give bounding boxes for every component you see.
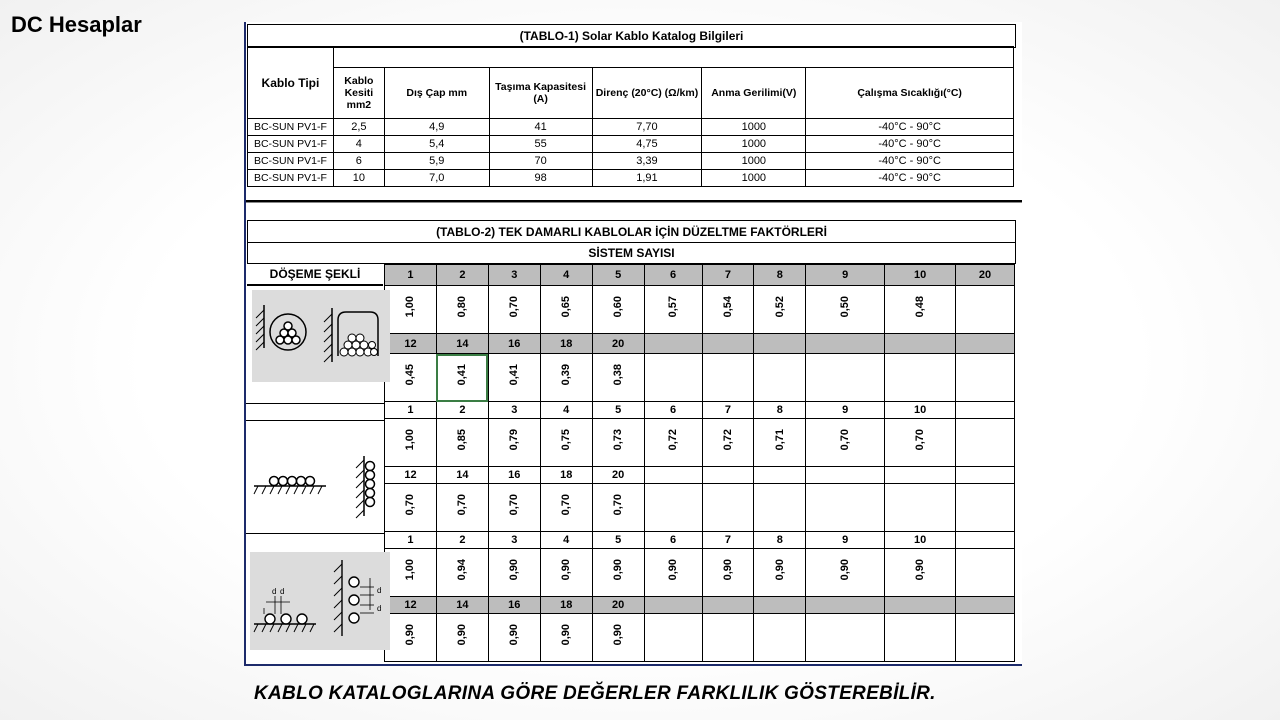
empty-cell <box>702 354 754 402</box>
factor-value: 0,94 <box>456 559 469 581</box>
factor-value: 0,70 <box>839 429 852 451</box>
table-cell: 41 <box>489 119 592 136</box>
empty-cell <box>702 614 754 662</box>
count-cell: 14 <box>436 467 488 484</box>
table-cell: -40°C - 90°C <box>806 119 1014 136</box>
factor-value: 0,70 <box>456 494 469 516</box>
header-dis-cap: Dış Çap mm <box>384 68 489 119</box>
factor-value: 0,70 <box>914 429 927 451</box>
factor-cell <box>754 286 806 334</box>
table-cell: 70 <box>489 153 592 170</box>
count-cell: 14 <box>436 597 488 614</box>
factor-value: 0,90 <box>773 559 786 581</box>
table-cell: 5,4 <box>384 136 489 153</box>
count-cell: 8 <box>754 265 806 286</box>
table-cell: 7,0 <box>384 170 489 187</box>
factor-value: 0,80 <box>456 296 469 318</box>
count-cell: 20 <box>956 265 1015 286</box>
count-row <box>385 402 1015 419</box>
bottom-rule <box>246 420 384 421</box>
empty-cell <box>754 614 806 662</box>
count-row <box>385 532 1015 549</box>
factor-cell <box>540 549 592 597</box>
factor-cell <box>540 614 592 662</box>
factor-value: 0,50 <box>839 296 852 318</box>
count-cell: 6 <box>644 265 702 286</box>
empty-cell <box>885 354 956 402</box>
doseme-sekli: DÖŞEME ŞEKLİ <box>247 264 383 286</box>
table-cell: -40°C - 90°C <box>806 136 1014 153</box>
factor-value: 0,90 <box>404 624 417 646</box>
diagram-bundled-cables <box>252 290 390 382</box>
count-cell: 3 <box>488 402 540 419</box>
count-cell: 2 <box>436 265 488 286</box>
factor-value: 0,90 <box>456 624 469 646</box>
empty-cell <box>702 484 754 532</box>
factor-cell <box>540 354 592 402</box>
diagram-spaced-cables <box>250 552 390 650</box>
factor-value: 0,60 <box>612 296 625 318</box>
empty-cell <box>956 334 1015 354</box>
factor-cell <box>592 419 644 467</box>
table-row <box>248 153 1014 170</box>
empty-cell <box>956 467 1015 484</box>
tablo1-table <box>247 46 1014 187</box>
factor-cell <box>385 549 437 597</box>
table-cell: -40°C - 90°C <box>806 170 1014 187</box>
factor-cell <box>488 354 540 402</box>
factor-value: 0,39 <box>560 364 573 386</box>
count-cell: 18 <box>540 334 592 354</box>
diagram-d-label: d <box>377 604 382 613</box>
factor-row <box>385 484 1015 532</box>
table-cell: 1000 <box>702 170 806 187</box>
empty-cell <box>806 467 885 484</box>
count-cell: 8 <box>754 402 806 419</box>
factor-value: 0,90 <box>508 624 521 646</box>
diagram-d-label: d <box>377 586 382 595</box>
factor-cell <box>702 419 754 467</box>
factor-value: 0,72 <box>667 429 680 451</box>
empty-cell <box>644 484 702 532</box>
factor-cell <box>885 549 956 597</box>
header-direnc: Direnç (20°C) (Ω/km) <box>592 68 702 119</box>
catalog-document <box>244 22 1022 666</box>
factor-cell <box>754 419 806 467</box>
empty-cell <box>956 614 1015 662</box>
factor-cell <box>436 419 488 467</box>
table-cell: 7,70 <box>592 119 702 136</box>
table-cell: 5,9 <box>384 153 489 170</box>
table-cell: 98 <box>489 170 592 187</box>
count-cell: 20 <box>592 597 644 614</box>
table-row <box>248 119 1014 136</box>
factor-cell <box>702 286 754 334</box>
count-cell: 5 <box>592 402 644 419</box>
factor-cell <box>488 484 540 532</box>
count-cell: 5 <box>592 265 644 286</box>
factor-cell <box>806 286 885 334</box>
empty-cell <box>956 402 1015 419</box>
table-cell: 1000 <box>702 136 806 153</box>
factor-value: 0,72 <box>721 429 734 451</box>
factor-value: 0,70 <box>508 296 521 318</box>
count-row <box>385 265 1015 286</box>
footer-note: KABLO KATALOGLARINA GÖRE DEĞERLER FARKLILIK GÖSTEREBİLİR. <box>254 683 936 704</box>
table-cell: 4,75 <box>592 136 702 153</box>
factor-value: 0,90 <box>508 559 521 581</box>
count-cell: 5 <box>592 532 644 549</box>
count-cell: 7 <box>702 402 754 419</box>
factor-value: 1,00 <box>404 559 417 581</box>
factor-cell <box>436 614 488 662</box>
empty-cell <box>702 597 754 614</box>
table-cell: 6 <box>333 153 384 170</box>
empty-cell <box>644 597 702 614</box>
count-cell: 8 <box>754 532 806 549</box>
empty-cell <box>754 484 806 532</box>
factor-cell <box>488 614 540 662</box>
header-kablo-tipi: Kablo Tipi <box>248 47 334 119</box>
empty-cell <box>754 597 806 614</box>
factor-cell <box>644 286 702 334</box>
factor-cell <box>592 484 644 532</box>
factor-cell <box>592 286 644 334</box>
factor-row <box>385 419 1015 467</box>
empty-cell <box>885 467 956 484</box>
factor-value: 0,70 <box>560 494 573 516</box>
count-cell: 2 <box>436 402 488 419</box>
factor-value: 0,90 <box>560 559 573 581</box>
count-cell: 9 <box>806 265 885 286</box>
count-cell: 10 <box>885 532 956 549</box>
count-cell: 18 <box>540 597 592 614</box>
factor-value: 0,70 <box>404 494 417 516</box>
factor-row <box>385 549 1015 597</box>
empty-cell <box>806 334 885 354</box>
diagram-touching-cables <box>252 442 384 522</box>
header-tasima: Taşıma Kapasitesi (A) <box>489 68 592 119</box>
count-cell: 4 <box>540 265 592 286</box>
empty-cell <box>644 467 702 484</box>
count-cell: 20 <box>592 467 644 484</box>
table-cell: 10 <box>333 170 384 187</box>
factor-cell <box>592 549 644 597</box>
count-cell: 16 <box>488 597 540 614</box>
factor-value: 0,41 <box>508 364 521 386</box>
count-cell: 12 <box>385 467 437 484</box>
factor-cell <box>754 549 806 597</box>
factor-cell <box>592 614 644 662</box>
factor-value: 0,90 <box>612 624 625 646</box>
factor-cell <box>385 484 437 532</box>
factor-cell <box>385 286 437 334</box>
factor-cell <box>436 549 488 597</box>
slide-title: DC Hesaplar <box>11 12 142 37</box>
empty-cell <box>644 614 702 662</box>
table-cell: 1000 <box>702 119 806 136</box>
sistem-sayisi: SİSTEM SAYISI <box>247 242 1016 264</box>
factor-row <box>385 354 1015 402</box>
factor-value: 0,65 <box>560 296 573 318</box>
factor-cell <box>806 549 885 597</box>
factor-value: 0,54 <box>721 296 734 318</box>
factor-cell <box>540 484 592 532</box>
count-row <box>385 334 1015 354</box>
count-cell: 1 <box>385 402 437 419</box>
factor-cell <box>806 419 885 467</box>
table-cell: 3,39 <box>592 153 702 170</box>
count-cell: 1 <box>385 265 437 286</box>
table-cell: 2,5 <box>333 119 384 136</box>
table-cell: 55 <box>489 136 592 153</box>
empty-cell <box>956 419 1015 467</box>
bottom-rule <box>246 403 384 404</box>
factor-cell <box>644 419 702 467</box>
table-cell: 4,9 <box>384 119 489 136</box>
count-cell: 7 <box>702 265 754 286</box>
factor-cell <box>592 354 644 402</box>
empty-cell <box>956 354 1015 402</box>
empty-cell <box>806 354 885 402</box>
empty-cell <box>644 354 702 402</box>
empty-cell <box>806 614 885 662</box>
selected-cell[interactable] <box>436 354 488 402</box>
factor-value: 0,90 <box>721 559 734 581</box>
table-cell: -40°C - 90°C <box>806 153 1014 170</box>
count-cell: 10 <box>885 265 956 286</box>
diagram-d-label: d <box>272 587 277 596</box>
factor-value: 0,45 <box>404 364 417 386</box>
factor-cell <box>385 614 437 662</box>
count-cell: 1 <box>385 532 437 549</box>
factor-cell <box>540 286 592 334</box>
table-cell: BC-SUN PV1-F <box>248 119 334 136</box>
count-cell: 6 <box>644 532 702 549</box>
factor-value: 0,41 <box>456 364 469 386</box>
count-cell: 3 <box>488 265 540 286</box>
empty-cell <box>956 597 1015 614</box>
factor-row <box>385 614 1015 662</box>
factor-value: 0,70 <box>508 494 521 516</box>
factor-value: 0,75 <box>560 429 573 451</box>
empty-cell <box>956 484 1015 532</box>
empty-cell <box>754 467 806 484</box>
factor-value: 0,70 <box>612 494 625 516</box>
empty-cell <box>806 484 885 532</box>
count-cell: 7 <box>702 532 754 549</box>
count-cell: 18 <box>540 467 592 484</box>
header-sicaklik: Çalışma Sıcaklığı(°C) <box>806 68 1014 119</box>
factor-value: 0,90 <box>612 559 625 581</box>
count-cell: 3 <box>488 532 540 549</box>
empty-cell <box>885 597 956 614</box>
tablo1-title: (TABLO-1) Solar Kablo Katalog Bilgileri <box>247 24 1016 48</box>
table-cell: BC-SUN PV1-F <box>248 136 334 153</box>
table-cell: BC-SUN PV1-F <box>248 170 334 187</box>
factor-value: 0,90 <box>839 559 852 581</box>
empty-cell <box>885 484 956 532</box>
factor-cell <box>436 286 488 334</box>
count-cell: 12 <box>385 597 437 614</box>
empty-cell <box>956 532 1015 549</box>
tablo2-table <box>384 264 1015 662</box>
header-anma: Anma Gerilimi(V) <box>702 68 806 119</box>
diagram-d-label: d <box>280 587 285 596</box>
factor-cell <box>702 549 754 597</box>
factor-value: 0,79 <box>508 429 521 451</box>
factor-value: 1,00 <box>404 296 417 318</box>
table-row <box>248 136 1014 153</box>
factor-cell <box>385 354 437 402</box>
count-cell: 14 <box>436 334 488 354</box>
factor-value: 0,71 <box>773 429 786 451</box>
empty-cell <box>754 334 806 354</box>
empty-cell <box>806 597 885 614</box>
factor-value: 0,57 <box>667 296 680 318</box>
factor-cell <box>644 549 702 597</box>
empty-cell <box>754 354 806 402</box>
header-kesit: Kablo Kesiti mm2 <box>333 68 384 119</box>
count-row <box>385 597 1015 614</box>
factor-value: 0,38 <box>612 364 625 386</box>
empty-cell <box>702 334 754 354</box>
table-cell: 1000 <box>702 153 806 170</box>
count-cell: 6 <box>644 402 702 419</box>
factor-value: 0,90 <box>667 559 680 581</box>
factor-cell <box>436 484 488 532</box>
factor-row <box>385 286 1015 334</box>
tablo2-title: (TABLO-2) TEK DAMARLI KABLOLAR İÇİN DÜZELTME FAKTÖRLERİ <box>247 220 1016 244</box>
factor-value: 0,90 <box>560 624 573 646</box>
factor-cell <box>488 549 540 597</box>
factor-cell <box>488 286 540 334</box>
count-cell: 20 <box>592 334 644 354</box>
factor-value: 0,85 <box>456 429 469 451</box>
count-cell: 2 <box>436 532 488 549</box>
table-cell: 1,91 <box>592 170 702 187</box>
factor-cell <box>540 419 592 467</box>
count-cell: 16 <box>488 467 540 484</box>
count-cell: 9 <box>806 402 885 419</box>
table-row <box>248 170 1014 187</box>
count-cell: 10 <box>885 402 956 419</box>
count-cell: 4 <box>540 532 592 549</box>
count-cell: 16 <box>488 334 540 354</box>
empty-cell <box>885 614 956 662</box>
count-cell: 12 <box>385 334 437 354</box>
factor-value: 1,00 <box>404 429 417 451</box>
factor-cell <box>885 286 956 334</box>
factor-value: 0,73 <box>612 429 625 451</box>
empty-cell <box>644 334 702 354</box>
table-cell: 4 <box>333 136 384 153</box>
empty-cell <box>956 549 1015 597</box>
bottom-rule <box>246 533 384 534</box>
empty-cell <box>702 467 754 484</box>
factor-value: 0,90 <box>914 559 927 581</box>
factor-cell <box>488 419 540 467</box>
factor-value: 0,52 <box>773 296 786 318</box>
table-cell: BC-SUN PV1-F <box>248 153 334 170</box>
count-cell: 4 <box>540 402 592 419</box>
factor-value: 0,48 <box>914 296 927 318</box>
count-row <box>385 467 1015 484</box>
factor-cell <box>385 419 437 467</box>
empty-cell <box>956 286 1015 334</box>
count-cell: 9 <box>806 532 885 549</box>
factor-cell <box>885 419 956 467</box>
empty-cell <box>885 334 956 354</box>
